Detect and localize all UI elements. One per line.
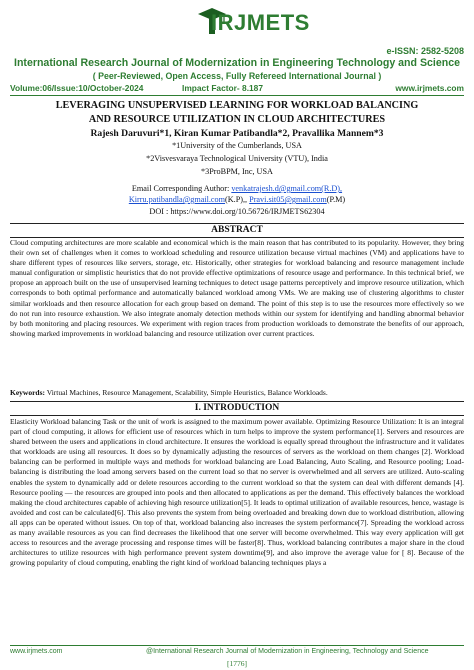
eissn: e-ISSN: 2582-5208 <box>386 46 464 56</box>
peer-review-note: ( Peer-Reviewed, Open Access, Fully Refereed International Journal ) <box>92 71 382 81</box>
authors: Rajesh Daruvuri*1, Kiran Kumar Patibandla*2, Pravallika Mannem*3 <box>90 128 384 139</box>
keywords-text: Virtual Machines, Resource Management, Scalability, Simple Heuristics, Balance Workloads. <box>46 388 328 397</box>
email-link-1[interactable]: venkatrajesh.d@gmail.com(R.D), <box>231 184 343 193</box>
doi[interactable]: DOI : https://www.doi.org/10.56726/IRJMETS62304 <box>149 207 325 216</box>
abstract-heading: ABSTRACT <box>10 223 464 238</box>
logo-text: IRJMETS <box>211 10 310 35</box>
affiliation-3: *3ProBPM, Inc, USA <box>201 167 273 176</box>
email-2-suffix: (K.P), <box>225 195 246 204</box>
header-divider <box>10 95 464 96</box>
introduction-text: Elasticity Workload balancing Task or the unit of work is assigned to the maximum power available. Optimizing Resource Utilization: It is an integral part of cloud computing, it allows for efficient use of resources which in turn helps to improve the system performance[1]. Servers and resources are shared between the users and applications in cloud architecture. It ensures the workload is equally spread throughout the infrastructure and it validates that workloads are using all resources. It does so by dynamically adjusting the resources of servers as the workload on them changes [2]. Workload balancing can be performed in multiple ways and methods for workload balancing are Load Balancing, Auto Scaling, and Resource pooling; Load-balancing is distributing the load among servers based on the current load so that no server is overwhelmed and all servers are utilized. Auto-scaling enables the system to dynamically add or delete resources according to the current workload so that the system can deal with different demands [4]. Resource pooling — the resources are grouped into pools and then allocated to applications as per the demand. This effectively balances the workload making the cloud architectures capable of achieving high resource utilization[5]. It leads to optimal utilization of available resources, hence, wastage is avoided and cost can be calculated[6]. This also prevents the system from being overloaded and breaking down due to workload distribution, allowing all apps can be operated without issues. On top of that, workload balancing also increases the system performance[7]. Spreading the workload across as many available resources as you can find decreases the likelihood that one server will become overwhelmed. This way every application will get access to resources and the average processing and response times will be faster[8]. Thus, workload balancing contributes a major share in the cloud architectures to utilize resources with high performance prevent system downtime[9], and also improve the average value for [ 8]. Because of the growing popularity of cloud computing, enabling the right kind of workload balancing techniques plays a <box>10 417 464 568</box>
volume-info: Volume:06/Issue:10/October-2024 <box>10 83 144 93</box>
affiliation-1: *1University of the Cumberlands, USA <box>172 141 302 150</box>
email-link-2[interactable]: Kirru.patibandla@gmail.com <box>128 195 226 204</box>
abstract-text: Cloud computing architectures are more scalable and economical which is the main reason that has contributed to its popularity. However, they bring their own set of challenges when it comes to workload scheduling and resource utilization because virtual machines (VM) and applications have to share different types of resources like servers, storage, etc. Historically, other strategies for workload balancing and resource management include manual configuration or simplistic heuristics that do not provide effective optimizations of resource usage and performance. In this technical brief, we propose an approach built on the use of unsupervised learning techniques to detect usage patterns perceptively and improve resource utilization, which corresponds to both optimal performance and automatically balanced workload among VMs. We are making use of clustering algorithms to cluster similar workloads and then resource allocation for each group based on demand. The point of this step is to use the resources more effectively so we do not run into resource exhaustion. We also integrate anomaly detection methods within our system for identifying and handling abnormal behavior by both monitoring and placing resources. We experiment with region traces from production workloads to demonstrate the benefits of our approach, showing marked improvements in workload balancing and resource utilization over current practices. <box>10 238 464 338</box>
journal-name: International Research Journal of Modernization in Engineering Technology and Science <box>14 57 460 69</box>
title-line-2: AND RESOURCE UTILIZATION IN CLOUD ARCHITECTURES <box>88 114 386 125</box>
email-label: Email Corresponding Author: <box>131 184 230 193</box>
footer-website[interactable]: www.irjmets.com <box>10 648 63 655</box>
footer-divider <box>10 645 464 646</box>
keywords-line <box>10 388 464 398</box>
impact-factor: Impact Factor- 8.187 <box>182 83 263 93</box>
journal-logo <box>197 4 310 48</box>
volume-row <box>10 83 464 95</box>
email-link-3[interactable]: Pravi.sit05@gmail.com <box>249 195 327 204</box>
page-number: [1776] <box>227 659 247 668</box>
title-line-1: LEVERAGING UNSUPERVISED LEARNING FOR WORKLOAD BALANCING <box>55 100 419 111</box>
keywords-label: Keywords: <box>10 388 45 397</box>
footer-copyright: @International Research Journal of Modernization in Engineering, Technology and Science <box>146 648 429 655</box>
introduction-heading: I. INTRODUCTION <box>10 401 464 416</box>
article-title <box>10 99 464 127</box>
email-line-2: Kirru.patibandla@gmail.com(K.P),, Pravi.sit05@gmail.com(P.M) <box>128 195 346 204</box>
email-line-1 <box>0 183 474 194</box>
email-3-suffix: (P.M) <box>326 195 346 204</box>
website-link[interactable]: www.irjmets.com <box>395 83 464 93</box>
affiliation-2: *2Visvesvaraya Technological University (VTU), India <box>146 154 328 163</box>
